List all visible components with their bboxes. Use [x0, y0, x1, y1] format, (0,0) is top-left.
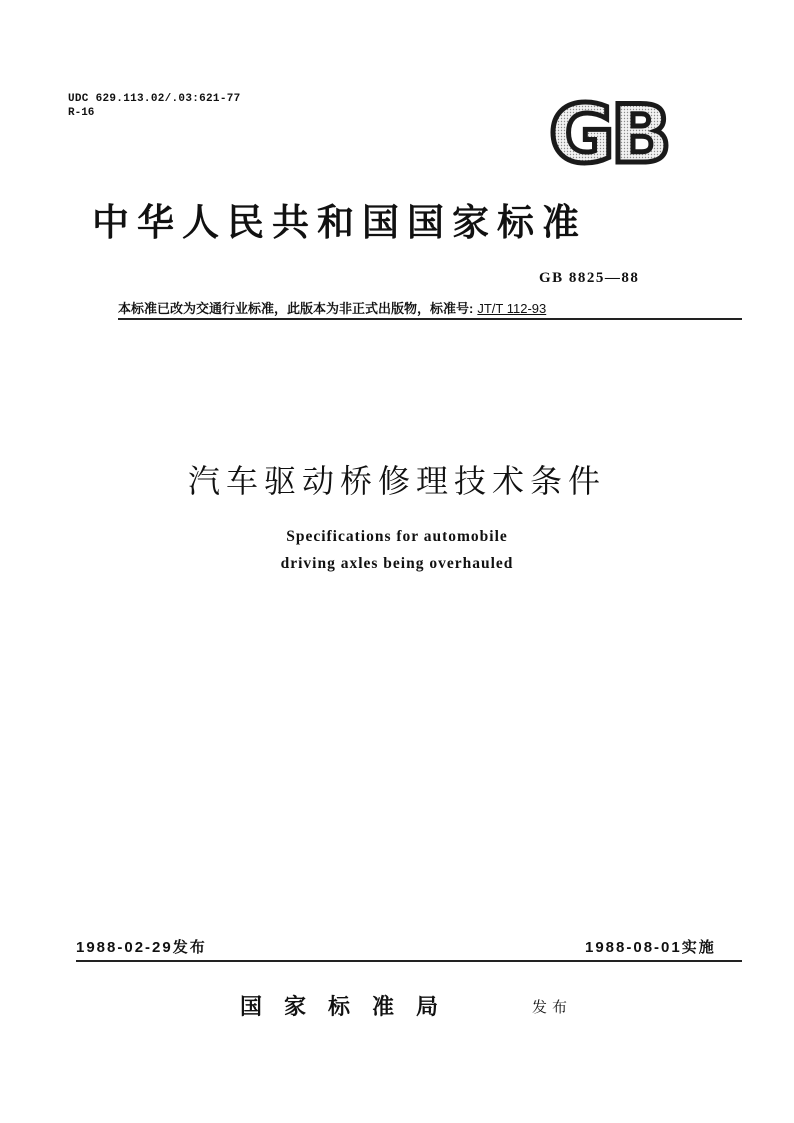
publisher: 国家标准局 [240, 994, 461, 1020]
standard-number: GB 8825—88 [539, 270, 640, 286]
footer-divider [76, 960, 742, 962]
classification-code: R-16 [68, 107, 95, 119]
english-title-line-1: Specifications for automobile [286, 528, 508, 545]
replacement-standard-number: JT/T 112-93 [477, 301, 547, 316]
document-title-chinese: 汽车驱动桥修理技术条件 [187, 462, 606, 500]
issue-date: 1988-02-29发布 [76, 939, 207, 956]
gb-logo [545, 96, 705, 168]
header-divider [118, 318, 742, 320]
publish-label: 发布 [532, 999, 573, 1016]
status-notice-text: 本标准已改为交通行业标准，此版本为非正式出版物，标准号: [118, 301, 474, 316]
english-title-line-2: driving axles being overhauled [280, 555, 514, 572]
gb-logo-text: GB [549, 96, 668, 168]
udc-code: UDC 629.113.02/.03:621-77 [68, 93, 241, 105]
main-title: 中华人民共和国国家标准 [92, 200, 587, 244]
implementation-date: 1988-08-01实施 [585, 939, 716, 956]
document-title-english [0, 523, 794, 577]
status-notice [118, 298, 546, 317]
